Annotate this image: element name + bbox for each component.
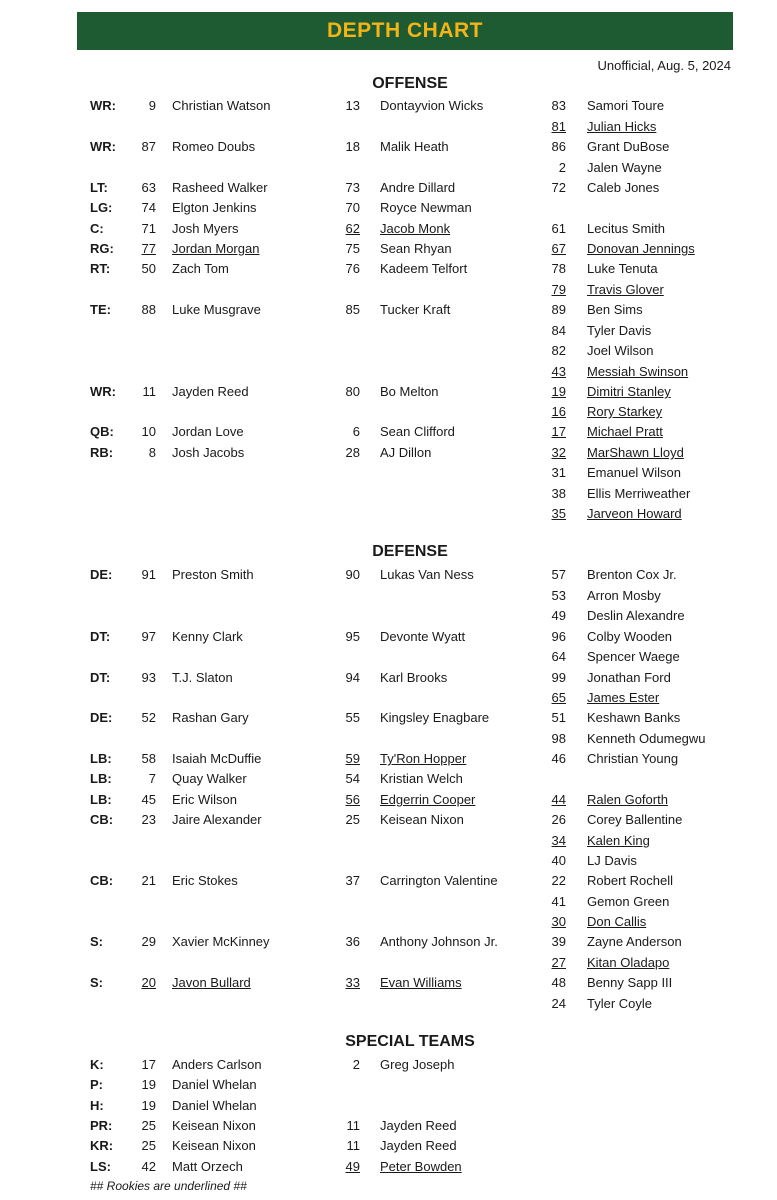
jersey-number: 94	[345, 670, 360, 685]
section-title-offense: OFFENSE	[372, 75, 448, 92]
player-name: Colby Wooden	[587, 629, 673, 644]
jersey-number: 42	[141, 1159, 156, 1174]
depth-row	[0, 790, 777, 810]
jersey-number: 32	[551, 445, 566, 460]
position-label: S:	[90, 934, 103, 949]
depth-row	[0, 708, 777, 728]
player-name: Sean Clifford	[380, 424, 455, 439]
depth-row	[0, 300, 777, 320]
player-name: Xavier McKinney	[172, 934, 270, 949]
depth-row	[0, 137, 777, 157]
depth-row	[0, 158, 777, 178]
depth-row	[0, 729, 777, 749]
depth-row	[0, 668, 777, 688]
position-label: KR:	[90, 1138, 114, 1153]
depth-row	[0, 749, 777, 769]
depth-row	[0, 341, 777, 361]
jersey-number: 56	[345, 792, 360, 807]
jersey-number: 61	[551, 221, 566, 236]
position-label: TE:	[90, 302, 111, 317]
player-name: Keisean Nixon	[172, 1138, 256, 1153]
player-name: Jarveon Howard	[587, 506, 682, 521]
player-name: Bo Melton	[380, 384, 439, 399]
player-name: Daniel Whelan	[172, 1077, 257, 1092]
player-name: Julian Hicks	[587, 119, 657, 134]
jersey-number: 30	[551, 914, 566, 929]
jersey-number: 11	[142, 384, 156, 399]
position-label: WR:	[90, 139, 116, 154]
player-name: Edgerrin Cooper	[380, 792, 476, 807]
player-name: Sean Rhyan	[380, 241, 452, 256]
player-name: Tucker Kraft	[380, 302, 451, 317]
jersey-number: 76	[345, 261, 360, 276]
jersey-number: 63	[141, 180, 156, 195]
position-label: DE:	[90, 567, 113, 582]
section-title-special-teams: SPECIAL TEAMS	[345, 1033, 475, 1050]
depth-row	[0, 1157, 777, 1177]
jersey-number: 7	[148, 771, 156, 786]
depth-row	[0, 647, 777, 667]
jersey-number: 95	[345, 629, 360, 644]
player-name: Preston Smith	[172, 567, 254, 582]
jersey-number: 65	[551, 690, 566, 705]
player-name: Jayden Reed	[172, 384, 249, 399]
player-name: Grant DuBose	[587, 139, 670, 154]
jersey-number: 64	[551, 649, 566, 664]
player-name: LJ Davis	[587, 853, 637, 868]
player-name: Peter Bowden	[380, 1159, 462, 1174]
date-subtitle: Unofficial, Aug. 5, 2024	[597, 58, 731, 73]
player-name: Robert Rochell	[587, 873, 673, 888]
jersey-number: 72	[551, 180, 566, 195]
player-name: Spencer Waege	[587, 649, 680, 664]
player-name: T.J. Slaton	[172, 670, 233, 685]
depth-row	[0, 1096, 777, 1116]
player-name: Jaire Alexander	[172, 812, 262, 827]
jersey-number: 22	[551, 873, 566, 888]
player-name: Dontayvion Wicks	[380, 98, 484, 113]
player-name: Corey Ballentine	[587, 812, 683, 827]
player-name: James Ester	[587, 690, 660, 705]
player-name: Anders Carlson	[172, 1057, 262, 1072]
depth-row	[0, 831, 777, 851]
player-name: Ben Sims	[587, 302, 643, 317]
position-label: H:	[90, 1098, 104, 1113]
player-name: Brenton Cox Jr.	[587, 567, 677, 582]
jersey-number: 10	[141, 424, 156, 439]
position-label: WR:	[90, 384, 116, 399]
jersey-number: 44	[551, 792, 566, 807]
jersey-number: 81	[551, 119, 566, 134]
jersey-number: 70	[345, 200, 360, 215]
depth-row	[0, 402, 777, 422]
depth-row	[0, 362, 777, 382]
jersey-number: 2	[352, 1057, 360, 1072]
jersey-number: 34	[551, 833, 566, 848]
position-label: LB:	[90, 792, 112, 807]
depth-row	[0, 1055, 777, 1075]
jersey-number: 37	[345, 873, 360, 888]
jersey-number: 67	[551, 241, 566, 256]
depth-row	[0, 1075, 777, 1095]
depth-row	[0, 239, 777, 259]
jersey-number: 25	[345, 812, 360, 827]
jersey-number: 33	[345, 975, 360, 990]
jersey-number: 86	[551, 139, 566, 154]
player-name: Andre Dillard	[380, 180, 456, 195]
position-label: RB:	[90, 445, 114, 460]
player-name: Kadeem Telfort	[380, 261, 468, 276]
position-label: S:	[90, 975, 103, 990]
depth-row	[0, 1136, 777, 1156]
position-label: K:	[90, 1057, 104, 1072]
jersey-number: 62	[345, 221, 360, 236]
player-name: MarShawn Lloyd	[587, 445, 684, 460]
jersey-number: 99	[551, 670, 566, 685]
jersey-number: 80	[345, 384, 360, 399]
position-label: QB:	[90, 424, 114, 439]
jersey-number: 19	[141, 1098, 156, 1113]
player-name: Kitan Oladapo	[587, 955, 670, 970]
jersey-number: 18	[345, 139, 360, 154]
player-name: Kingsley Enagbare	[380, 710, 490, 725]
jersey-number: 13	[345, 98, 360, 113]
player-name: Lukas Van Ness	[380, 567, 474, 582]
jersey-number: 29	[141, 934, 156, 949]
player-name: Josh Myers	[172, 221, 239, 236]
player-name: Ty'Ron Hopper	[380, 751, 467, 766]
jersey-number: 26	[551, 812, 566, 827]
jersey-number: 71	[141, 221, 156, 236]
player-name: Keisean Nixon	[380, 812, 464, 827]
section-title-defense: DEFENSE	[372, 543, 448, 560]
position-label: DT:	[90, 670, 111, 685]
position-label: C:	[90, 221, 104, 236]
player-name: Ellis Merriweather	[587, 486, 691, 501]
player-name: Eric Wilson	[172, 792, 238, 807]
jersey-number: 98	[551, 731, 566, 746]
player-name: Keisean Nixon	[172, 1118, 256, 1133]
player-name: Malik Heath	[380, 139, 449, 154]
player-name: Don Callis	[587, 914, 647, 929]
depth-row	[0, 321, 777, 341]
player-name: Jacob Monk	[380, 221, 451, 236]
page-title: DEPTH CHART	[327, 19, 483, 42]
player-name: Gemon Green	[587, 894, 670, 909]
player-name: Luke Musgrave	[172, 302, 261, 317]
jersey-number: 27	[551, 955, 566, 970]
player-name: Christian Watson	[172, 98, 271, 113]
jersey-number: 74	[141, 200, 156, 215]
jersey-number: 36	[345, 934, 360, 949]
player-name: Isaiah McDuffie	[172, 751, 262, 766]
player-name: Jalen Wayne	[587, 160, 662, 175]
jersey-number: 17	[141, 1057, 156, 1072]
position-label: DE:	[90, 710, 113, 725]
depth-row	[0, 443, 777, 463]
player-name: Rory Starkey	[587, 404, 663, 419]
depth-row	[0, 953, 777, 973]
jersey-number: 6	[352, 424, 360, 439]
position-label: CB:	[90, 812, 114, 827]
player-name: Jayden Reed	[380, 1118, 457, 1133]
jersey-number: 59	[345, 751, 360, 766]
jersey-number: 31	[551, 465, 566, 480]
jersey-number: 75	[345, 241, 360, 256]
jersey-number: 85	[345, 302, 360, 317]
jersey-number: 88	[141, 302, 156, 317]
jersey-number: 54	[345, 771, 360, 786]
jersey-number: 55	[345, 710, 360, 725]
jersey-number: 46	[551, 751, 566, 766]
position-label: CB:	[90, 873, 114, 888]
position-label: LT:	[90, 180, 108, 195]
player-name: Donovan Jennings	[587, 241, 695, 256]
jersey-number: 48	[551, 975, 566, 990]
jersey-number: 2	[558, 160, 566, 175]
jersey-number: 49	[345, 1159, 360, 1174]
position-label: LS:	[90, 1159, 111, 1174]
jersey-number: 51	[551, 710, 566, 725]
depth-row	[0, 606, 777, 626]
player-name: Keshawn Banks	[587, 710, 681, 725]
jersey-number: 78	[551, 261, 566, 276]
player-name: Josh Jacobs	[172, 445, 245, 460]
jersey-number: 45	[141, 792, 156, 807]
player-name: Christian Young	[587, 751, 679, 766]
player-name: Caleb Jones	[587, 180, 660, 195]
depth-row	[0, 851, 777, 871]
depth-row	[0, 219, 777, 239]
player-name: Daniel Whelan	[172, 1098, 257, 1113]
depth-row	[0, 280, 777, 300]
player-name: Jordan Love	[172, 424, 244, 439]
player-name: Michael Pratt	[587, 424, 663, 439]
jersey-number: 97	[141, 629, 156, 644]
depth-row	[0, 912, 777, 932]
player-name: Travis Glover	[587, 282, 664, 297]
jersey-number: 82	[551, 343, 566, 358]
player-name: Evan Williams	[380, 975, 462, 990]
jersey-number: 84	[551, 323, 566, 338]
jersey-number: 20	[141, 975, 156, 990]
jersey-number: 49	[551, 608, 566, 623]
depth-row	[0, 484, 777, 504]
jersey-number: 89	[551, 302, 566, 317]
jersey-number: 8	[148, 445, 156, 460]
jersey-number: 9	[148, 98, 156, 113]
jersey-number: 93	[141, 670, 156, 685]
jersey-number: 79	[551, 282, 566, 297]
position-label: RG:	[90, 241, 114, 256]
player-name: Jayden Reed	[380, 1138, 457, 1153]
player-name: Karl Brooks	[380, 670, 448, 685]
player-name: Joel Wilson	[587, 343, 654, 358]
depth-row	[0, 769, 777, 789]
jersey-number: 77	[141, 241, 156, 256]
jersey-number: 91	[141, 567, 156, 582]
depth-row	[0, 1116, 777, 1136]
player-name: Dimitri Stanley	[587, 384, 671, 399]
player-name: Benny Sapp III	[587, 975, 673, 990]
jersey-number: 43	[551, 364, 566, 379]
player-name: Zayne Anderson	[587, 934, 682, 949]
jersey-number: 23	[141, 812, 156, 827]
depth-row	[0, 382, 777, 402]
jersey-number: 53	[551, 588, 566, 603]
player-name: Javon Bullard	[172, 975, 251, 990]
jersey-number: 25	[141, 1138, 156, 1153]
jersey-number: 11	[346, 1118, 360, 1133]
jersey-number: 58	[141, 751, 156, 766]
jersey-number: 19	[141, 1077, 156, 1092]
jersey-number: 39	[551, 934, 566, 949]
player-name: AJ Dillon	[380, 445, 432, 460]
depth-row	[0, 973, 777, 993]
depth-row	[0, 259, 777, 279]
player-name: Emanuel Wilson	[587, 465, 681, 480]
jersey-number: 38	[551, 486, 566, 501]
jersey-number: 25	[141, 1118, 156, 1133]
position-label: LG:	[90, 200, 113, 215]
jersey-number: 83	[551, 98, 566, 113]
depth-row	[0, 871, 777, 891]
player-name: Kenneth Odumegwu	[587, 731, 706, 746]
player-name: Jordan Morgan	[172, 241, 260, 256]
player-name: Rashan Gary	[172, 710, 249, 725]
player-name: Quay Walker	[172, 771, 247, 786]
player-name: Kalen King	[587, 833, 650, 848]
position-label: WR:	[90, 98, 116, 113]
player-name: Rasheed Walker	[172, 180, 268, 195]
depth-row	[0, 463, 777, 483]
player-name: Samori Toure	[587, 98, 665, 113]
player-name: Arron Mosby	[587, 588, 661, 603]
jersey-number: 17	[551, 424, 566, 439]
position-label: P:	[90, 1077, 103, 1092]
player-name: Anthony Johnson Jr.	[380, 934, 498, 949]
depth-row	[0, 96, 777, 116]
jersey-number: 11	[346, 1138, 360, 1153]
player-name: Tyler Coyle	[587, 996, 653, 1011]
player-name: Kristian Welch	[380, 771, 463, 786]
jersey-number: 90	[345, 567, 360, 582]
player-name: Zach Tom	[172, 261, 229, 276]
depth-row	[0, 932, 777, 952]
depth-row	[0, 627, 777, 647]
jersey-number: 28	[345, 445, 360, 460]
player-name: Deslin Alexandre	[587, 608, 685, 623]
jersey-number: 40	[551, 853, 566, 868]
position-label: PR:	[90, 1118, 113, 1133]
position-label: DT:	[90, 629, 111, 644]
jersey-number: 41	[551, 894, 566, 909]
player-name: Devonte Wyatt	[380, 629, 466, 644]
depth-row	[0, 178, 777, 198]
depth-row	[0, 586, 777, 606]
depth-row	[0, 688, 777, 708]
player-name: Kenny Clark	[172, 629, 243, 644]
rookie-legend: ## Rookies are underlined ##	[90, 1179, 247, 1193]
player-name: Matt Orzech	[172, 1159, 243, 1174]
player-name: Royce Newman	[380, 200, 472, 215]
depth-row	[0, 422, 777, 442]
jersey-number: 50	[141, 261, 156, 276]
jersey-number: 87	[141, 139, 156, 154]
player-name: Tyler Davis	[587, 323, 652, 338]
jersey-number: 21	[141, 873, 156, 888]
player-name: Luke Tenuta	[587, 261, 658, 276]
jersey-number: 16	[551, 404, 566, 419]
depth-row	[0, 810, 777, 830]
position-label: LB:	[90, 751, 112, 766]
depth-row	[0, 198, 777, 218]
header-banner	[77, 12, 733, 50]
jersey-number: 35	[551, 506, 566, 521]
player-name: Elgton Jenkins	[172, 200, 257, 215]
jersey-number: 24	[551, 996, 566, 1011]
player-name: Romeo Doubs	[172, 139, 256, 154]
depth-row	[0, 117, 777, 137]
player-name: Eric Stokes	[172, 873, 238, 888]
position-label: LB:	[90, 771, 112, 786]
jersey-number: 57	[551, 567, 566, 582]
depth-row	[0, 565, 777, 585]
jersey-number: 96	[551, 629, 566, 644]
depth-row	[0, 504, 777, 524]
player-name: Greg Joseph	[380, 1057, 455, 1072]
jersey-number: 73	[345, 180, 360, 195]
jersey-number: 19	[551, 384, 566, 399]
jersey-number: 52	[141, 710, 156, 725]
player-name: Carrington Valentine	[380, 873, 498, 888]
player-name: Jonathan Ford	[587, 670, 671, 685]
player-name: Ralen Goforth	[587, 792, 668, 807]
position-label: RT:	[90, 261, 111, 276]
depth-row	[0, 892, 777, 912]
depth-row	[0, 994, 777, 1014]
player-name: Lecitus Smith	[587, 221, 666, 236]
player-name: Messiah Swinson	[587, 364, 689, 379]
